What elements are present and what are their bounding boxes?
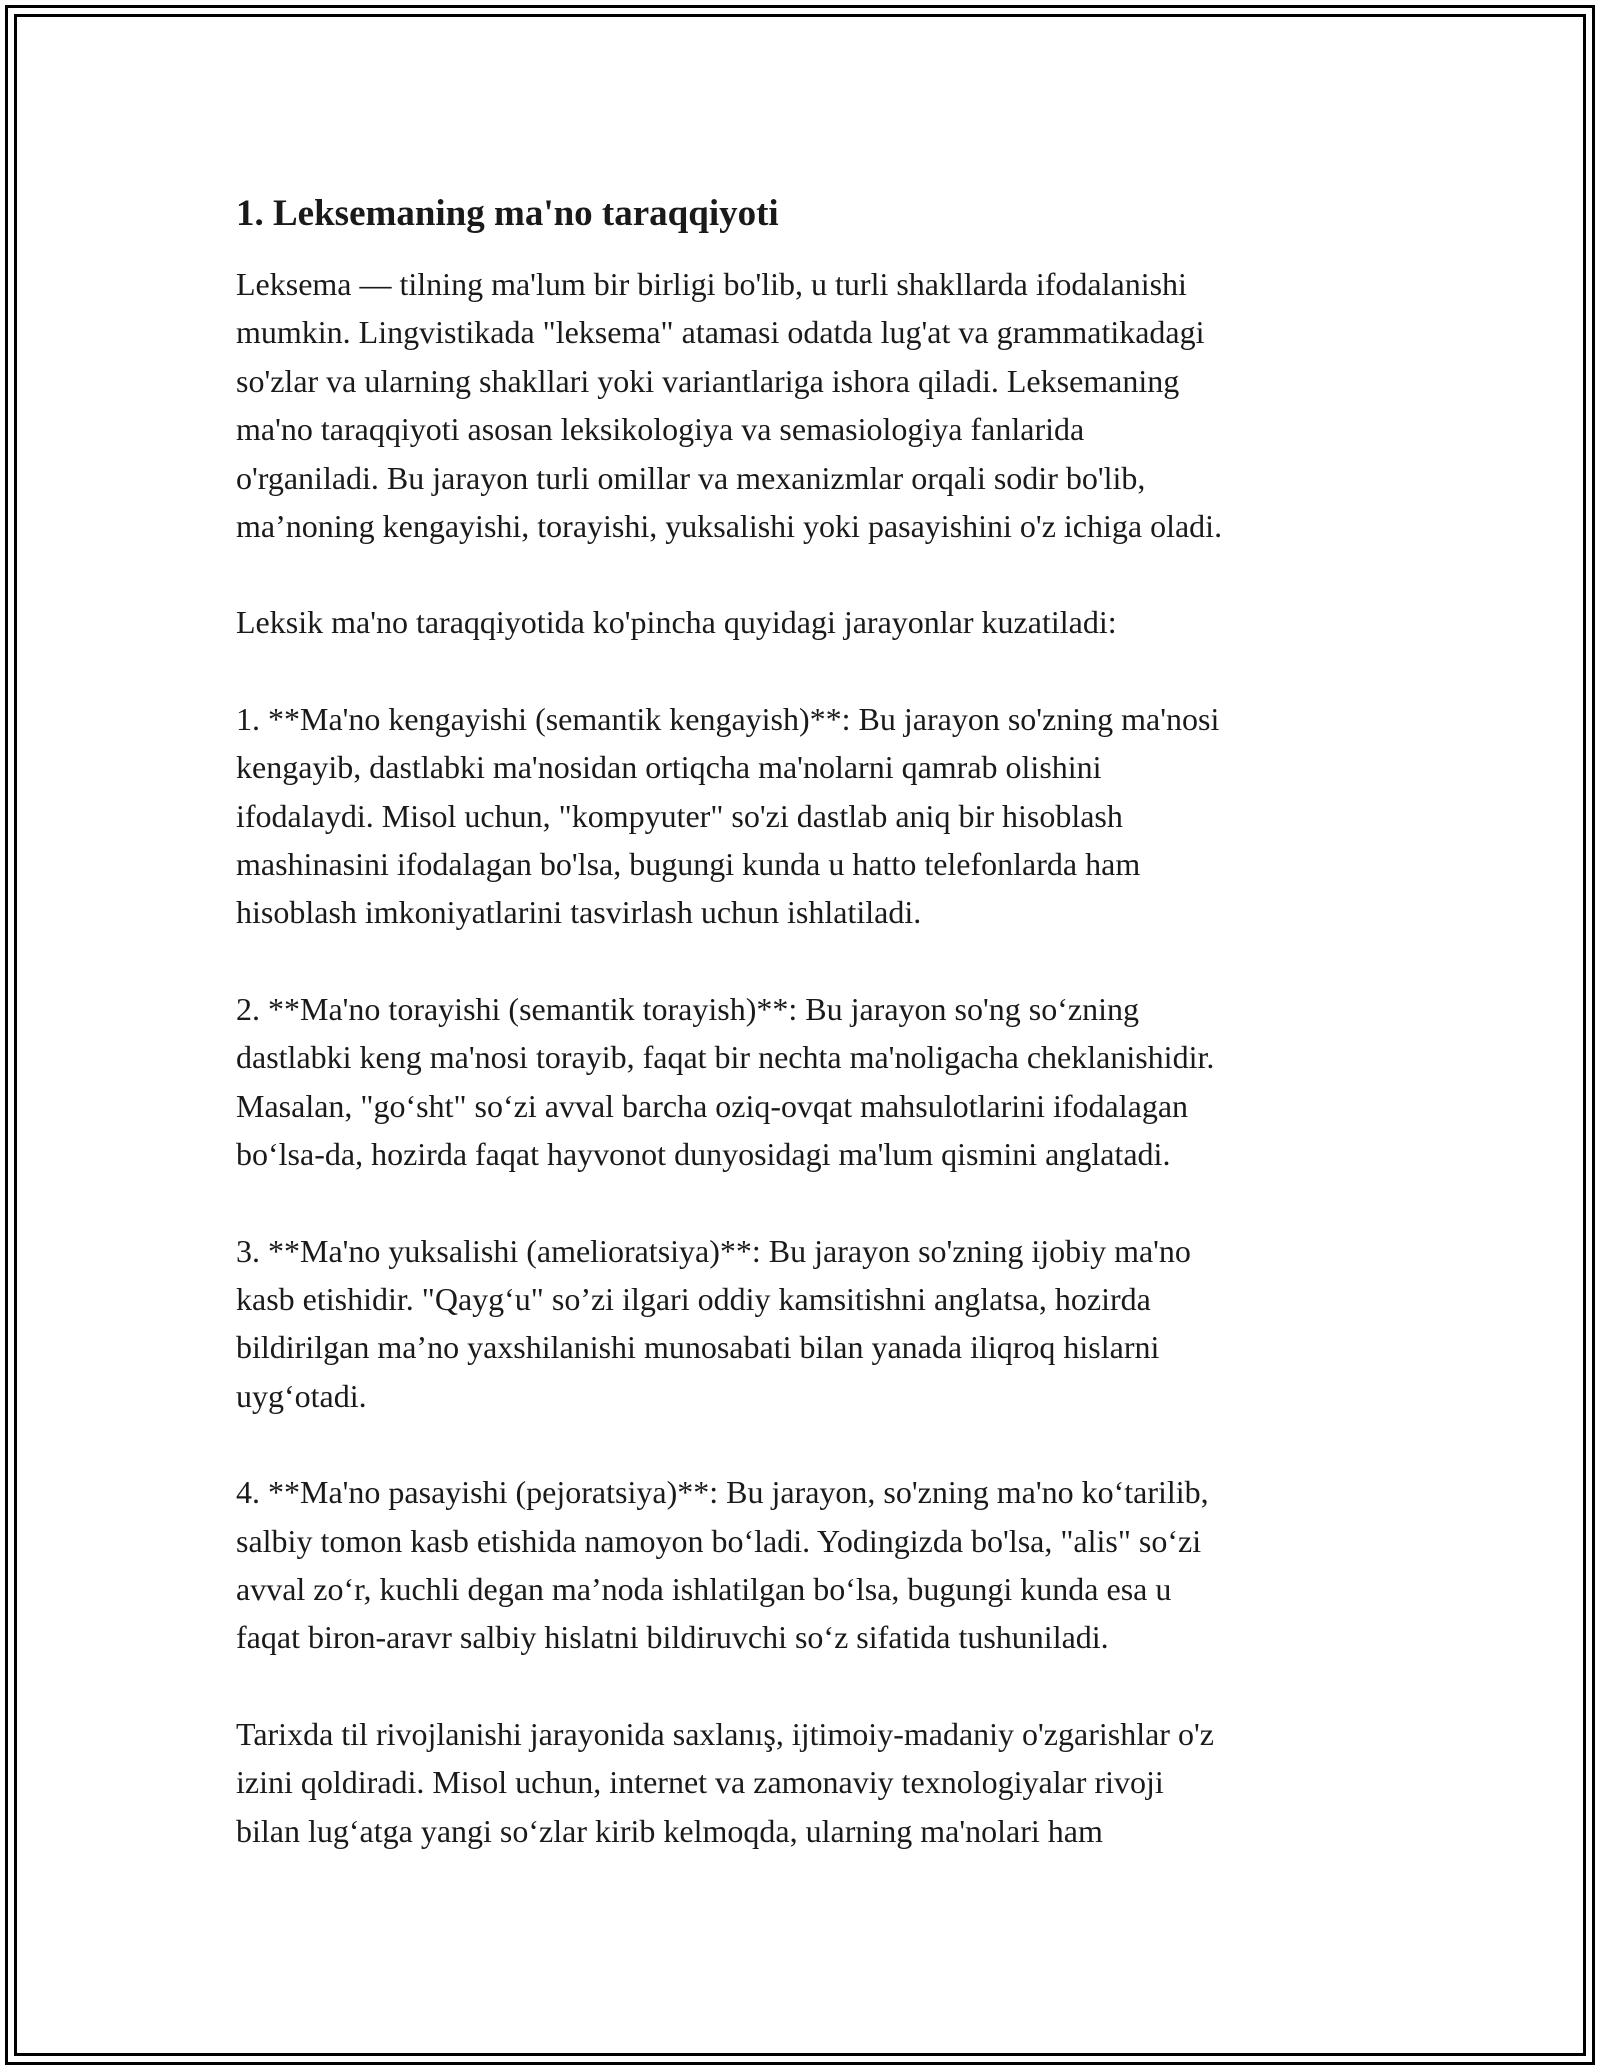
document-heading: 1. Leksemaning ma'no taraqqiyoti	[236, 193, 779, 234]
list-item-semantic-narrowing: 2. **Ma'no torayishi (semantik torayish)**: Bu jarayon so'ng so‘zning dastlabki keng ma'nosi torayib, faqat bir nechta ma'noligacha cheklanishidir. Masalan, "go‘sht" so‘zi avval barcha oziq-ovqat mahsulotlarini ifodalagan bo‘lsa-da, hozirda faqat hayvonot dunyosidagi ma'lum qismini anglatadi.	[236, 990, 1215, 1173]
document-body	[236, 188, 1386, 1903]
list-item-amelioration: 3. **Ma'no yuksalishi (amelioratsiya)**: Bu jarayon so'zning ijobiy ma'no kasb etishidir. "Qayg‘u" so’zi ilgari oddiy kamsitishni anglatsa, hozirda bildirilgan ma’no yaxshilanishi munosabati bilan yanada iliqroq hislarni uyg‘otadi.	[236, 1232, 1191, 1414]
list-item-semantic-broadening: 1. **Ma'no kengayishi (semantik kengayish)**: Bu jarayon so'zning ma'nosi kengayib, dastlabki ma'nosidan ortiqcha ma'nolarni qamrab olishini ifodalaydi. Misol uchun, "kompyuter" so'zi dastlab aniq bir hisoblash mashinasini ifodalagan bo'lsa, bugungi kunda u hatto telefonlarda ham hisoblash imkoniyatlarini tasvirlash uchun ishlatiladi.	[236, 700, 1220, 931]
processes-intro-paragraph: Leksik ma'no taraqqiyotida ko'pincha quyidagi jarayonlar kuzatiladi:	[236, 604, 1117, 641]
intro-paragraph: Leksema — tilning ma'lum bir birligi bo'lib, u turli shakllarda ifodalanishi mumkin. Lingvistikada "leksema" atamasi odatda lug'at va grammatikadagi so'zlar va ularning shakllari yoki variantlariga ishora qiladi. Leksemaning ma'no taraqqiyoti asosan leksikologiya va semasiologiya fanlarida o'rganiladi. Bu jarayon turli omillar va mexanizmlar orqali sodir bo'lib, ma’noning kengayishi, torayishi, yuksalishi yoki pasayishini o'z ichiga oladi.	[236, 266, 1223, 545]
closing-paragraph: Tarixda til rivojlanishi jarayonida saxlanış, ijtimoiy-madaniy o'zgarishlar o'z izini qoldiradi. Misol uchun, internet va zamonaviy texnologiyalar rivoji bilan lug‘atga yangi so‘zlar kirib kelmoqda, ularning ma'nolari ham	[236, 1715, 1214, 1849]
list-item-pejoration: 4. **Ma'no pasayishi (pejoratsiya)**: Bu jarayon, so'zning ma'no ko‘tarilib, salbiy tomon kasb etishida namoyon bo‘ladi. Yodingizda bo'lsa, "alis" so‘zi avval zo‘r, kuchli degan ma’noda ishlatilgan bo‘lsa, bugungi kunda esa u faqat biron-aravr salbiy hislatni bildiruvchi so‘z sifatida tushuniladi.	[236, 1474, 1209, 1656]
